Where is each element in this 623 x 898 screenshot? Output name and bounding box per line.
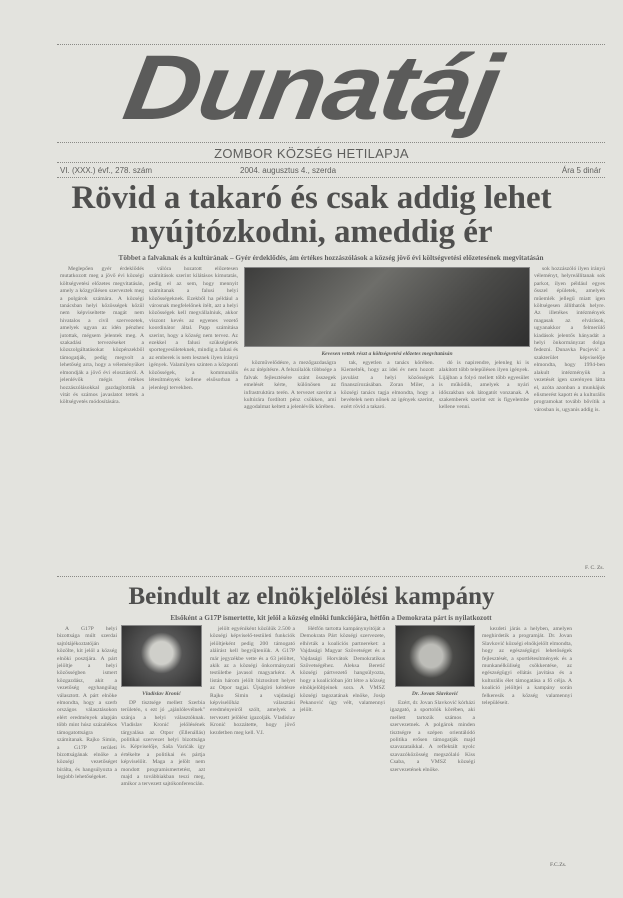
candidate-photo-slavkovic <box>395 625 475 687</box>
article1-column: sok hozzászóló ilyen irányú véleményt, helyreállítanak sok parkot, ilyen például egyes ősszel épületek, amelyek műemlék jellegű miatt igen költségesen állíthatók helyre. Az illetékes intézmények magasak az elvárások, ugyanakkor a felmerülő kiadások jelentős hányadát a helyi önkormányzat dolga fedezni. Dunavka Pucjević a szakterület képviselője elmondta, hogy 1994-ben alakult intézményük a vezetését igen szerényen látta el, azóta azonban a munkájuk elismerést kapott és a kulturális programokat tovább bővítik a városban is, ugyanis addig is. <box>534 266 605 413</box>
article1-column: tak, egyetlen a tanács körében. Kiemelték, hogy az idei év nem hozott javulást a helyi közösségek finanszírozásában. Zoran Miler, a községi tanács tagja elmondta, hogy a bevételek nem nőnek az igények szerint, ezért rövid a takaró. <box>341 360 434 411</box>
issue-price: Ára 5 dinár <box>561 166 601 175</box>
article2-column: kezdeti járás a helyben, amelyen meghirdetik a programját. Dr. Jovan Slavković községi elnökjelölt elmondta, hogy az egészségügyi lehetőségek fejlesztését, a sportlétesítmények és a munkanélküliség csökkentése, az egészségügyi ellátás javítása és a kulturális élet támogatása a fő célja. A koalíció jelöltjei a kampány során felkeresik a község valamennyi településeit. <box>482 626 572 707</box>
article2-headline: Beindult az elnökjelölési kampány <box>128 583 495 610</box>
article1-column: Meglepően gyér érdeklődés mutatkozott meg a jövő évi községi költségvetési előzetes megvitatásán, amely a közgyűlésen szerveztek meg a polgárok számára. A községi tanácsban helyi közösségek közül nem képviseltette magát nem hivatalos a civil szervezetek, amelyek ugyan az idén pénzhez jutottak, mégsem jelentek meg. A szakadási tervezéseket a közszolgáltatásokat közpénzekből támogatják, pedig megvolt a lehetőség arra, hogy a véleményüket elmondják a jövő évi elosztásról. A jelenlévők mégis értékes hozzászólásokkal gazdagították a vitát és számos javaslatot tettek a költségvetés módosítására. <box>60 266 144 406</box>
article2-column: jelölt egyéniként közülük 2.500 a községi képviselő-testületi funkciók jelöltjeként pedig 200 támogató aláírást kell begyűjteniük. A G17P már jegyzékbe vette és a 63 jelöltet, akik az a községi önkormányzati testületbe javasol magyarként. A listán három jelölt biztosított helyet az Otpor tagjai. Újságíró kérdésre Rajko Simin a vajdasági képviselőház választási eredményeiről szólt, amelyek a tervezett jelölést igazolják. Vladislav Kronić hozzátette, hogy jövő kezdetben meg kell. V.I. <box>210 626 295 736</box>
article1-signature: F. C. Zs. <box>585 565 604 571</box>
article2-column: DP tisztsége mellett Szerbia területén, s ezt jó „ajánlólevélnek" szánja a helyi választóknak. Vladislav Kronić jelölésének tárgyalása az Otpor (Ellenállás) politikai szervezet helyi bizottsága is. Képviselője, Saša Varićák így értékelte a politikai és pártja képviselőit. Maga a jelölt nem mondott programismertetést, azt majd a továbbiakban teszi meg, amikor a tervezett sajtókonferencián. <box>121 700 205 788</box>
photo-caption: Vladislav Kronić <box>142 691 181 697</box>
rule <box>57 177 605 178</box>
masthead-subtitle: ZOMBOR KÖZSÉG HETILAPJA <box>214 146 409 161</box>
article2-column: Ezért, dr. Jovan Slavković kórházi igazgató, a sportolók körében, aki mellett tartozik számos a szervezetnek. A polgárok minden tisztségre a szépen orientálódó politika erősen támogatják majd szavazataikkal. A reflektált nyolc szavazóközösség megszólaló Kiss Csaba, a VMSZ községi szervezetének elnöke. <box>390 700 475 773</box>
issue-date: 2004. augusztus 4., szerda <box>240 166 337 175</box>
photo-caption: Kevesen vettek részt a költségvetési előzetes megvitatásán <box>321 351 453 357</box>
meeting-photo <box>244 267 530 347</box>
headline-line: nyújtózkodni, ameddig ér <box>130 214 493 250</box>
article1-headline <box>0 181 623 249</box>
headline-line: Rövid a takaró és csak addig lehet <box>71 180 552 216</box>
candidate-photo-kronic <box>121 625 202 687</box>
article2-deck: Elsőként a G17P ismertette, kit jelöl a község elnöki funkciójára, hétfőn a Demokrata párt is nyilatkozott <box>170 614 492 622</box>
article1-column: dó is napirendre, jelenleg ki is alakított több településen ilyen igények. Lijájban a folyó mellett több egyesület is működik, amelyek a nyári időszakban sok látogatót vonzanak. A szakemberek szerint ezt is figyelembe kellene venni. <box>439 360 529 411</box>
article2-column: A G17P helyi bizottsága múlt szerdai sajtótájékoztatóján közölte, kit jelöl a község elnöki posztjára. A párt jelöltje a helyi közösségben ismert közgazdász, akit a vezetőség egyhangúlag választott. A párt elnöke elmondta, hogy a szerb országos választásokon elért eredmények alapján több mint húsz százalékos támogatottságra számítanak. Rajko Simin, a G17P területi bizottságának elnöke a községi vezetőséget bírálta, és hangsúlyozta a legjobb lehetőségeket. <box>57 626 117 781</box>
issue-number: VI. (XXX.) évf., 278. szám <box>60 166 153 175</box>
rule <box>57 576 605 577</box>
article2-signature: F.C.Zs. <box>550 862 567 868</box>
rule <box>57 142 605 143</box>
photo-caption: Dr. Jovan Slavković <box>411 691 459 697</box>
article1-deck: Többet a falvaknak és a kultúrának – Gyér érdeklődés, ám értékes hozzászólások a község jövő évi költségvetési előzetesének megvitatásán <box>118 254 544 262</box>
rule <box>57 162 605 163</box>
article1-column: közművelődésre, a mezőgazdaságra és az útépítésre. A felszólalók többsége a falvak fejlesztésére szánt összegek emelését kérte, különösen az infrastruktúra terén. A tervezet szerint a kultúrára fordított pénz csökken, ami aggodalmat keltett a jelenlévők körében. <box>244 360 336 411</box>
article1-column: válóra hozatott előzetesen számítások szerint kilátásos kimutatás, pedig el az sem, hogy mennyit számítanak a falusi helyi közösségeknek. Ezekből ha például a városnak megfelelőnek ítélt, azt a helyi közösségek kell megvállalniuk, akkor viszont kevés az egyenes vezető koordinátor által. Papp számítása szerint, hogy a község nem tervez. Az ezekkel a falusi szükségletek sportegyesületeknek, mindig a falusi és az emberek is nem lesznek ilyen irányú igények. Valamilyen szinten a központi közösségek, a kommunális létesítmények kellene elsősorban a jelenlegi tervekben. <box>149 266 238 391</box>
article2-column: Hétfőn tartotta kampánynyitóját a Demokrata Párt községi szervezete, elhívták a koalíciós partnereket: a Vajdasági Magyar Szövetséget és a Vajdasági Horvátok Demokratikus Szövetségéhez. Aleksa Beretić községi pártvezető hangsúlyozta, hogy a koalícióban jött létre a község elnökjelöltjeinek sora. A VMSZ községi tagozatának elnöke, Josip Pekanović úgy vélt, valamennyi jelölt. <box>300 626 385 714</box>
masthead-logo: Dunatáj <box>117 37 506 139</box>
